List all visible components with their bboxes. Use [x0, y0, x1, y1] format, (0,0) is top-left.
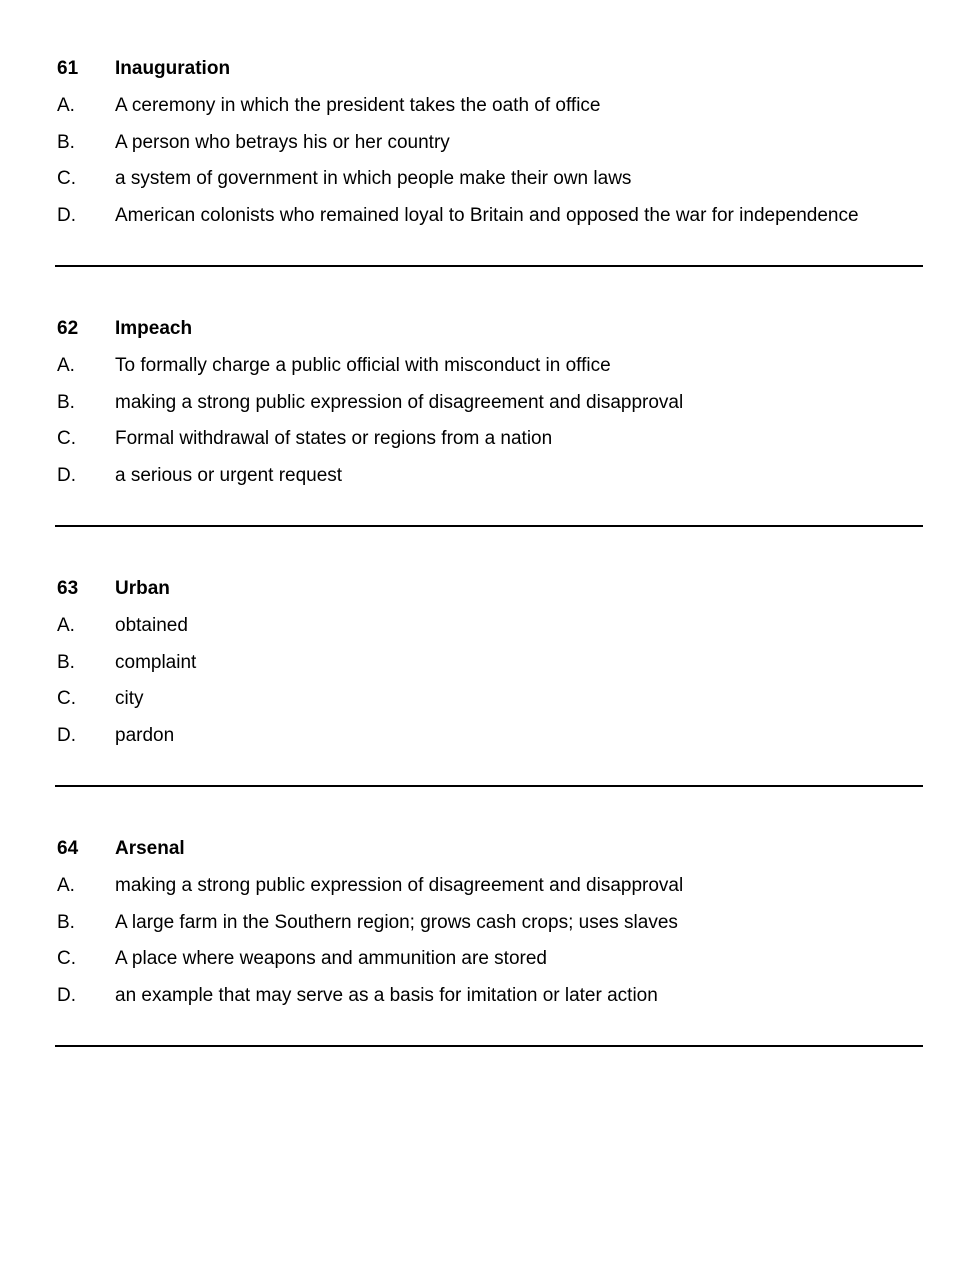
answer-option: [0, 354, 979, 378]
answer-option: [0, 614, 979, 638]
answer-option: [0, 427, 979, 451]
option-text: A person who betrays his or her country: [115, 132, 450, 153]
section-divider: [55, 1045, 923, 1047]
question-block: [0, 317, 979, 577]
question-heading: [0, 57, 979, 81]
option-text: obtained: [115, 615, 188, 636]
answer-option: [0, 911, 979, 935]
answer-option: [0, 131, 979, 155]
option-text: Formal withdrawal of states or regions from a nation: [115, 428, 553, 449]
answer-option: [0, 94, 979, 118]
option-letter: A.: [57, 95, 75, 116]
question-term: Arsenal: [115, 838, 185, 859]
option-letter: D.: [57, 205, 76, 226]
option-text: A ceremony in which the president takes the oath of office: [115, 95, 601, 116]
option-text: making a strong public expression of disagreement and disapproval: [115, 392, 684, 413]
question-number: 64: [57, 838, 79, 859]
answer-option: [0, 947, 979, 971]
option-letter: C.: [57, 168, 76, 189]
option-letter: B.: [57, 912, 75, 933]
option-text: an example that may serve as a basis for imitation or later action: [115, 985, 658, 1006]
option-text: A large farm in the Southern region; grows cash crops; uses slaves: [115, 912, 678, 933]
answer-option: [0, 724, 979, 748]
option-letter: B.: [57, 392, 75, 413]
answer-option: [0, 687, 979, 711]
question-number: 62: [57, 318, 79, 339]
question-term: Impeach: [115, 318, 193, 339]
option-letter: A.: [57, 875, 75, 896]
option-text: pardon: [115, 725, 175, 746]
option-text: American colonists who remained loyal to Britain and opposed the war for independence: [115, 205, 859, 226]
section-divider: [55, 785, 923, 787]
option-text: city: [115, 688, 144, 709]
question-term: Urban: [115, 578, 170, 599]
option-text: a system of government in which people make their own laws: [115, 168, 632, 189]
answer-option: [0, 874, 979, 898]
question-heading: [0, 577, 979, 601]
option-text: A place where weapons and ammunition are stored: [115, 948, 547, 969]
option-text: making a strong public expression of disagreement and disapproval: [115, 875, 684, 896]
question-term: Inauguration: [115, 58, 231, 79]
answer-option: [0, 984, 979, 1008]
option-letter: C.: [57, 948, 76, 969]
option-letter: D.: [57, 725, 76, 746]
option-letter: A.: [57, 615, 75, 636]
section-divider: [55, 525, 923, 527]
question-heading: [0, 317, 979, 341]
question-block: [0, 57, 979, 317]
option-text: To formally charge a public official with misconduct in office: [115, 355, 611, 376]
option-text: a serious or urgent request: [115, 465, 343, 486]
option-letter: B.: [57, 132, 75, 153]
option-letter: B.: [57, 652, 75, 673]
question-heading: [0, 837, 979, 861]
question-number: 63: [57, 578, 79, 599]
option-letter: D.: [57, 465, 76, 486]
question-number: 61: [57, 58, 79, 79]
answer-option: [0, 204, 979, 228]
option-letter: C.: [57, 428, 76, 449]
answer-option: [0, 167, 979, 191]
answer-option: [0, 651, 979, 675]
option-text: complaint: [115, 652, 197, 673]
answer-option: [0, 464, 979, 488]
question-block: [0, 837, 979, 1097]
option-letter: C.: [57, 688, 76, 709]
option-letter: D.: [57, 985, 76, 1006]
section-divider: [55, 265, 923, 267]
option-letter: A.: [57, 355, 75, 376]
question-block: [0, 577, 979, 837]
answer-option: [0, 391, 979, 415]
